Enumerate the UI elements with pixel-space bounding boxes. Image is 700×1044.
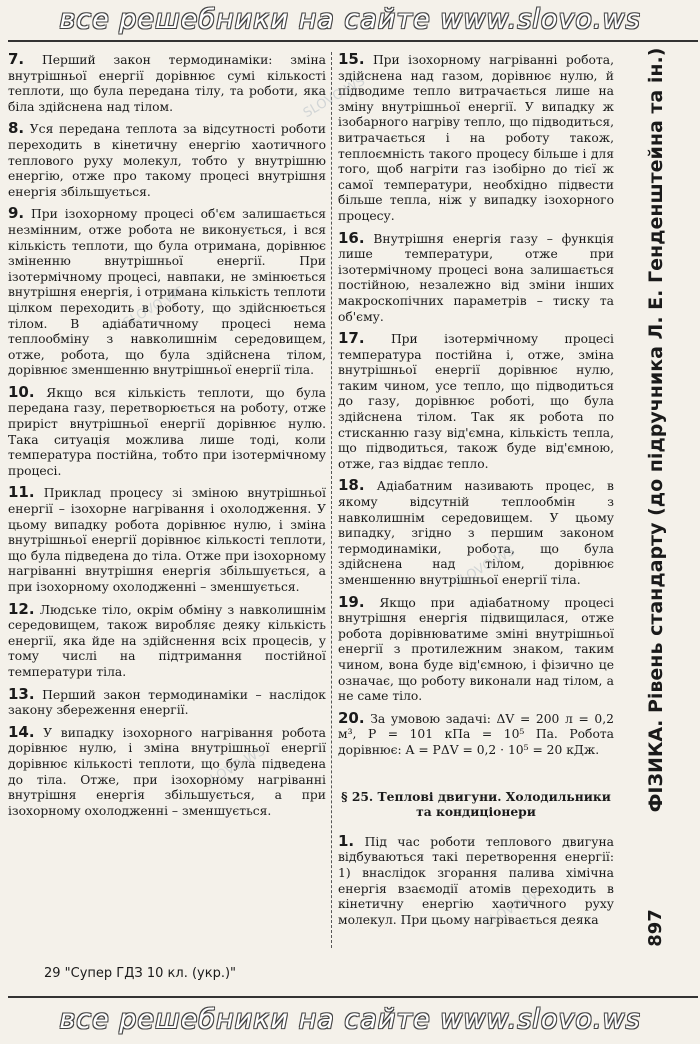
answer-item (8, 206, 326, 379)
answer-item (338, 592, 614, 705)
answer-item (338, 228, 614, 326)
answer-text: При ізотермічному процесі температура постійна і, отже, зміна внутрішньої енергії дорівнює нулю, таким чином, усе тепло, що підводиться до газу, дорівнює роботі, що була здійснена тілом. Так як робота по стисканню газу від'ємна, кількість тепла, що підводиться, також буде від'ємною, отже, газ віддає тепло. (338, 332, 614, 471)
answer-item (8, 599, 326, 681)
answer-number: 13. (8, 684, 35, 703)
answer-text: Внутрішня енергія газу – функція лише температури, отже при ізотермічному процесі вона залишається постійною, незалежно від зміни інших макроскопічних параметрів – тиску та об'єму. (338, 231, 614, 324)
answer-number: 7. (8, 50, 25, 68)
answer-number: 18. (338, 476, 365, 495)
answer-number: 1. (338, 831, 355, 850)
answer-text: Людське тіло, окрім обміну з навколишнім середовищем, також виробляє деяку кількість енергії, яка йде на здійснення всіх процесів, у тому числі на підтримання постійної температури тіла. (8, 602, 326, 679)
answer-number: 9. (8, 204, 25, 223)
answer-number: 16. (338, 228, 365, 247)
answer-item (8, 485, 326, 595)
answer-text: Під час роботи теплового двигуна відбуваються такі перетворення енергії: 1) внаслідок згорання палива хімічна енергія взаємодії атомів переходить в кінетичну енергію хаотичного руху молекул. При цьому нагрівається деяка (338, 834, 614, 927)
answer-item (338, 331, 614, 472)
right-column (338, 52, 614, 934)
answer-text: Перший закон термодинаміки – наслідок закону збереження енергії. (8, 687, 326, 718)
answer-text: Приклад процесу зі зміною внутрішньої енергії – ізохорне нагрівання і охолодження. У цьому випадку робота дорівнює нулю, і зміна внутрішньої енергії дорівнює кількості теплоти, що була підведена до тіла. Отже при ізохорному нагріванні внутрішня енергія збільшується, а при ізохорному охолодженні – зменшується. (8, 486, 326, 594)
answer-number: 14. (8, 722, 35, 741)
watermark: SLOVO.WS (480, 883, 548, 932)
answer-text: При ізохорному процесі об'єм залишається незмінним, отже робота не виконується, і вся кількість теплоти, що була отримана, дорівнює зміненню внутрішньої енергії. При ізотермічному процесі, навпаки, не змінюється внутрішня енергія, і отримана кількість теплоти цілком переходить в роботу, що здійснюється тілом. В адіабатичному процесі нема теплообміну з навколишнім середовищем, отже, робота, що була здійснена тілом, дорівнює зменшенню внутрішньої енергії тіла. (8, 207, 326, 378)
watermark: SLOVO.WS (450, 543, 518, 592)
answer-item (8, 382, 326, 480)
side-title (626, 20, 686, 840)
answer-number: 11. (8, 483, 35, 502)
answer-number: 15. (338, 50, 365, 68)
answer-text: За умовою задачі: ΔV = 200 л = 0,2 м³, P = 101 кПа = 10⁵ Па. Робота дорівнює: A = PΔV = 0,2 · 10⁵ = 20 кДж. (338, 711, 614, 757)
site-banner-top: все решебники на сайте www.slovo.ws (59, 4, 641, 35)
page-number: 897 (645, 909, 666, 947)
watermark: SLOVO.WS (120, 283, 188, 332)
answer-number: 19. (338, 592, 365, 611)
left-column (8, 52, 326, 825)
answer-text: Якщо вся кількість теплоти, що була передана газу, перетворюється на роботу, отже приріст внутрішньої енергії дорівнює нулю. Така ситуація можлива лише тоді, коли температура постійна, тобто при ізотермічному процесі. (8, 385, 326, 478)
site-banner-bottom: все решебники на сайте www.slovo.ws (59, 1004, 641, 1035)
answer-item (338, 52, 614, 225)
answer-number: 20. (338, 708, 365, 727)
watermark: SLOVO.WS (200, 743, 268, 792)
answer-item (338, 831, 614, 932)
side-title-text: ФІЗИКА. Рівень стандарту (до підручника Л. Е. Генденштейна та ін.) (645, 47, 667, 813)
bottom-rule (8, 996, 698, 998)
answer-text: У випадку ізохорного нагрівання робота дорівнює нулю, і зміна внутрішньої енергії дорівнює кількості теплоти, що була підведена до тіла. Отже, при ізохорному нагріванні внутрішня енергія збільшується, а при ізохорному охолодженні – зменшується. (8, 725, 326, 818)
watermark: SLOVO.WS (300, 73, 368, 122)
section-heading: § 25. Теплові двигуни. Холодильники та кондиціонери (341, 788, 611, 820)
answer-item (8, 121, 326, 200)
column-divider (331, 52, 332, 948)
answer-number: 8. (8, 119, 25, 138)
answer-item (8, 684, 326, 719)
answer-item (8, 722, 326, 820)
answer-text: Перший закон термодинаміки: зміна внутрішньої енергії дорівнює сумі кількості теплоти, що була передана тілу, та роботи, яка біла здійснена над тілом. (8, 53, 326, 114)
answer-text: Уся передана теплота за відсутності роботи переходить в кінетичну енергію хаотичного теплового руху молекул, тобто у внутрішню енергію, отже про такому процесі внутрішня енергія збільшується. (8, 122, 326, 199)
answer-item (338, 708, 614, 759)
footer-note: 29 "Супер ГДЗ 10 кл. (укр.)" (44, 966, 237, 981)
answer-number: 10. (8, 382, 35, 401)
answer-text: При ізохорному нагріванні робота, здійснена над газом, дорівнює нулю, й підводиме тепло витрачається лише на зміну внутрішньої енергії. У випадку ж ізобарного нагріву тепло, що підводиться, витрачається і на роботу також, теплоємність такого процесу більше і для того, щоб нагріти газ ізобірно до тієї ж самої температури, необхідно підвести більше тепла, ніж у випадку ізохорного процесу. (338, 53, 614, 223)
answer-number: 17. (338, 329, 365, 348)
answer-item (338, 478, 614, 588)
answer-text: Якщо при адіабатному процесі внутрішня енергія підвищилася, отже робота дорівнюватиме зміні внутрішньої енергії з протилежним знаком, таким чином, вона буде від'ємною, і фізично це означає, що роботу виконали над тілом, а не саме тіло. (338, 595, 614, 704)
top-rule (8, 40, 698, 42)
answer-number: 12. (8, 599, 35, 618)
answer-item (8, 52, 326, 115)
answer-text: Адіабатним називають процес, в якому відсутній теплообмін з навколишнім середовищем. У цьому випадку, згідно з першим законом термодинаміки, робота, що була здійснена над тілом, дорівнює зменшенню внутрішньої енергії тіла. (338, 479, 614, 587)
